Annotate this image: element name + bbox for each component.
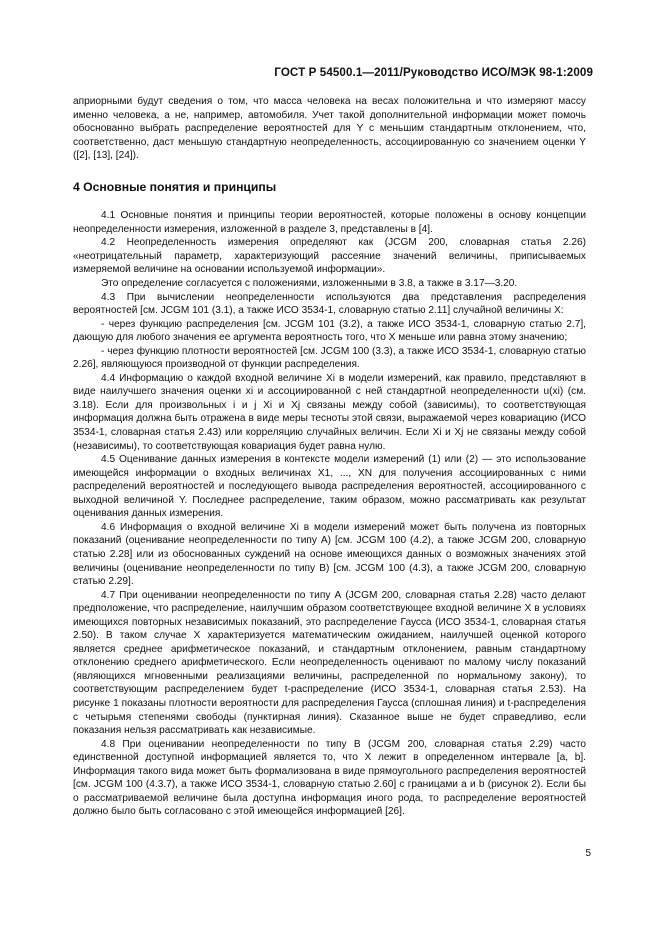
intro-paragraph: априорными будут сведения о том, что масса человека на весах положительна и что измеряют массу именно человека, а не, например, автомобиля. Учет такой дополнительной информации может помочь обоснованно выбрать распределение вероятностей для Y с меньшим стандартным отклонением, что, соответственно, даст меньшую стандартную неопределенность, ассоциированную со значением оценки Y ([2], [13], [24]). (73, 96, 586, 162)
page-body (73, 95, 586, 819)
paragraph-4-2-note: Это определение согласуется с положениями, изложенными в 3.8, а также в 3.17—3.20. (101, 278, 518, 290)
paragraph-4-6: 4.6 Информация о входной величине Xi в модели измерений может быть получена из повторных показаний (оценивание неопределенности по типу А) [см. JCGM 100 (4.2), а также JCGM 200, словарную статью 2.28] или из обоснованных суждений на основе имеющихся данных о возможных значениях этой величины (оценивание неопределенности по типу В) [см. JCGM 100 (4.3), а также JCGM 200, словарную статью 2.29]. (73, 521, 586, 588)
list-item-distribution-function: - через функцию распределения [см. JCGM 101 (3.2), а также ИСО 3534-1, словарную статью 2.7], дающую для любого значения ее аргумента вероятность того, что X меньше или равна этому значению; (73, 318, 586, 344)
section-title: 4 Основные понятия и принципы (73, 179, 277, 194)
document-header: ГОСТ Р 54500.1—2011/Руководство ИСО/МЭК 98-1:2009 (274, 66, 593, 79)
paragraph-4-8: 4.8 При оценивании неопределенности по типу В (JCGM 200, словарная статья 2.29) часто единственной доступной информацией является то, что X лежит в определенном интервале [a, b]. Информация такого вида может быть формализована в виде прямоугольного распределения вероятностей [см. JCGM 100 (4.3.7), а также ИСО 3534-1, словарную статью 2.60] с границами a и b (рисунок 2). Если бы о рассматриваемой величине была доступна информация иного рода, то распределение вероятностей должно было быть согласовано с этой имеющейся информацией [26]. (73, 738, 586, 818)
paragraph-4-5: 4.5 Оценивание данных измерения в контексте модели измерений (1) или (2) — это использование имеющейся информации о входных величинах X1, ..., XN для получения ассоциированных с ними распределений вероятностей и последующего вывода распределения вероятностей, ассоциированного с выходной величиной Y. Последнее распределение, таким образом, можно рассматривать как результат оценивания данных измерения. (73, 454, 586, 520)
paragraph-4-1: 4.1 Основные понятия и принципы теории вероятностей, которые положены в основу концепции неопределенности измерения, изложенной в разделе 3, представлены в [4]. (73, 210, 586, 235)
paragraph-4-7: 4.7 При оценивании неопределенности по типу А (JCGM 200, словарная статья 2.28) часто делают предположение, что распределение, наилучшим образом соответствующее входной величине X в условиях имеющихся повторных независимых показаний, это распределение Гаусса (ИСО 3534-1, словарная статья 2.50). В таком случае X характеризуется математическим ожиданием, наилучшей оценкой которого является среднее арифметическое показаний, и стандартным отклонением, равным стандартному отклонению среднего арифметического. Если неопределенность оценивают по малому числу показаний (являющихся мгновенными реализациями величины, распределенной по нормальному закону), то соответствующим распределением будет t-распределение (ИСО 3534-1, словарная статья 2.53). На рисунке 1 показаны плотности вероятности для распределения Гаусса (сплошная линия) и t-распределения с четырьмя степенями свободы (пунктирная линия). Сказанное выше не будет справедливо, если показания нельзя рассматривать как независимые. (73, 589, 586, 737)
page-number: 5 (585, 848, 591, 859)
list-item-density-function: - через функцию плотности вероятностей [см. JCGM 100 (3.3), а также ИСО 3534-1, словарную статью 2.26], являющуюся производной от функции распределения. (73, 345, 586, 371)
paragraph-4-3: 4.3 При вычислении неопределенности используются два представления распределения вероятностей [см. JCGM 101 (3.1), а также ИСО 3534-1, словарную статью 2.11] случайной величины X: (73, 291, 586, 317)
paragraph-4-4: 4.4 Информацию о каждой входной величине Xi в модели измерений, как правило, представляют в виде наилучшего значения оценки xi и ассоциированной с ней стандартной неопределенности u(xi) (см. 3.18). Если для произвольных i и j Xi и Xj связаны между собой (зависимы), то соответствующая информация должна быть отражена в виде меры тесноты этой связи, выражаемой через ковариацию (ИСО 3534-1, словарная статья 2.43) или корреляцию случайных величин. Если Xi и Xj не связаны между собой (независимы), то соответствующая ковариация будет равна нулю. (73, 372, 586, 452)
paragraph-4-2: 4.2 Неопределенность измерения определяют как (JCGM 200, словарная статья 2.26) «неотрицательный параметр, характеризующий рассеяние значений величины, приписываемых измеряемой величине на основании используемой информации». (73, 237, 586, 276)
